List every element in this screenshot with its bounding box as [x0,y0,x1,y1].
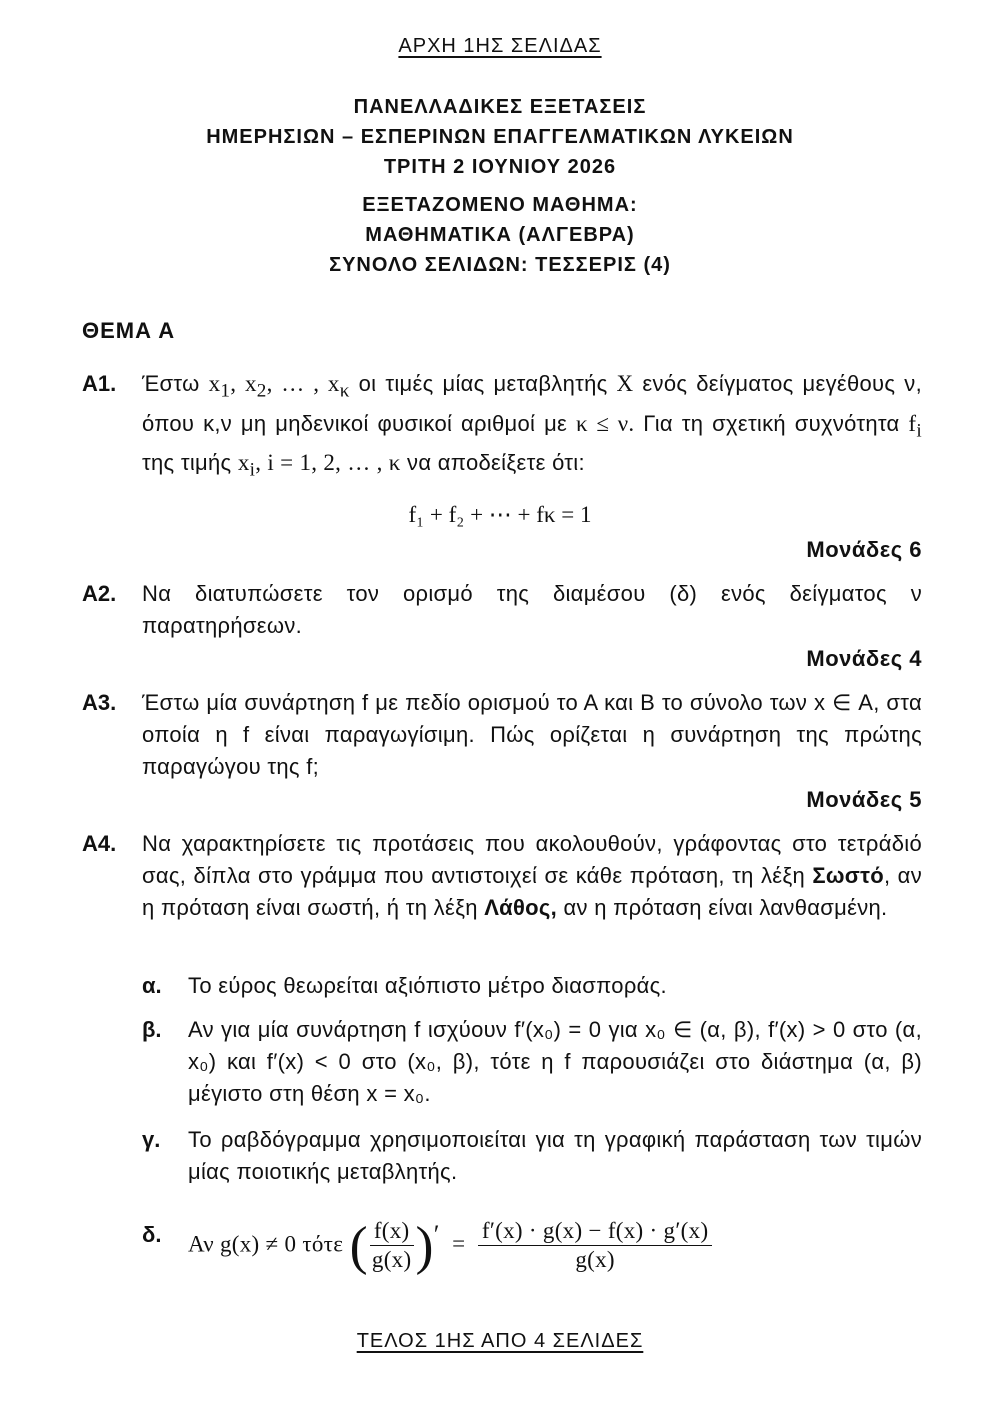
header-line-exams: ΠΑΝΕΛΛΑΔΙΚΕΣ ΕΞΕΤΑΣΕΙΣ [353,96,647,118]
word-correct: Σωστό [812,863,884,888]
statement-gamma [142,1124,922,1188]
page-start-marker [0,35,1000,58]
question-number: Α1. [82,371,117,396]
statement-text: Το εύρος θεωρείται αξιόπιστο μέτρο διασποράς. [188,973,667,998]
sum-formula: f₁ + f₂ + ⋯ + fκ = 1 [408,502,592,527]
statement-delta [142,1200,922,1281]
question-number: Α4. [82,831,117,856]
question-text: Έστω $x_1$, $x_2$, … , $x_\kappa$ οι τιμές μίας μεταβλητής Χ ενός δείγματος μεγέθους ν, όπου κ,ν μη μηδενικοί φυσικοί αριθμοί με κ ≤ ν. Για τη σχετική συχνότητα $f_i$ της τιμής $x_i$, i = 1, 2, … , κ να αποδείξετε ότι: [142,371,922,481]
question-number: Α2. [82,581,117,606]
question-text: Έστω μία συνάρτηση f με πεδίο ορισμού το Α και Β το σύνολο των x ∈ Α, στα οποία η f είναι παραγωγίσιμη. Πώς ορίζεται η συνάρτηση της πρώτης παραγώγου της f; [142,690,922,779]
statement-alpha [142,970,922,1002]
statement-label: δ. [142,1222,162,1247]
header-line-pages: ΣΥΝΟΛΟ ΣΕΛΙΔΩΝ: ΤΕΣΣΕΡΙΣ (4) [329,254,671,276]
word-wrong: Λάθος, [484,895,558,920]
header-line-date: ΤΡΙΤΗ 2 ΙΟΥΝΙΟΥ 2026 [383,156,617,178]
question-number: Α3. [82,690,117,715]
statement-label: α. [142,973,162,998]
marks-a1: Μονάδες 6 [806,537,922,562]
quotient-fraction: $\frac{f(x)}{g(x)}$ [368,1217,416,1274]
header-line-subject-label: ΕΞΕΤΑΖΟΜΕΝΟ ΜΑΘΗΜΑ: [362,194,638,216]
question-a4 [82,828,922,924]
statement-text: Το ραβδόγραμμα χρησιμοποιείται για τη γραφική παράσταση των τιμών μίας ποιοτικής μεταβλητής. [188,1127,922,1184]
page-end-marker [0,1330,1000,1353]
question-a1 [82,368,922,487]
question-a2 [82,578,922,642]
derivative-fraction: $\frac{f'(x) \cdot g(x) - f(x) \cdot g'(x)}{g(x)}$ [478,1217,713,1274]
statement-label: β. [142,1017,162,1042]
statement-label: γ. [142,1127,161,1152]
theme-title: ΘΕΜΑ Α [82,318,176,343]
statement-text: Αν για μία συνάρτηση f ισχύουν f′(x₀) = 0 για x₀ ∈ (α, β), f′(x) > 0 στο (α, x₀) και f′(x) < 0 στο (x₀, β), τότε η f παρουσιάζει στο διάστημα (α, β) μέγιστο στη θέση x = x₀. [188,1017,922,1106]
page-start-text: ΑΡΧΗ 1ΗΣ ΣΕΛΙΔΑΣ [398,35,602,57]
page-end-text: ΤΕΛΟΣ 1ΗΣ ΑΠΟ 4 ΣΕΛΙΔΕΣ [356,1330,644,1352]
marks-a3: Μονάδες 5 [806,787,922,812]
question-text: Να χαρακτηρίσετε τις προτάσεις που ακολουθούν, γράφοντας στο τετράδιό σας, δίπλα στο γράμμα που αντιστοιχεί σε κάθε πρόταση, τη λέξη Σωστό, αν η πρόταση είναι σωστή, ή τη λέξη Λάθος, αν η πρόταση είναι λανθασμένη. [142,831,922,920]
question-a3 [82,687,922,783]
header-line-subject: ΜΑΘΗΜΑΤΙΚΑ (ΑΛΓΕΒΡΑ) [365,224,635,246]
exam-header [0,92,1000,280]
statement-formula: Αν g(x) ≠ 0 τότε ( $\frac{f(x)}{g(x)}$ )′ = $\frac{f'(x) \cdot g(x) - f(x) \cdot g'(x)}{g(x)}$ [188,1200,922,1281]
marks-a2: Μονάδες 4 [806,646,922,671]
header-line-schools: ΗΜΕΡΗΣΙΩΝ – ΕΣΠΕΡΙΝΩΝ ΕΠΑΓΓΕΛΜΑΤΙΚΩΝ ΛΥΚΕΙΩΝ [206,126,794,148]
question-text: Να διατυπώσετε τον ορισμό της διαμέσου (δ) ενός δείγματος ν παρατηρήσεων. [142,581,922,638]
statement-beta [142,1014,922,1110]
